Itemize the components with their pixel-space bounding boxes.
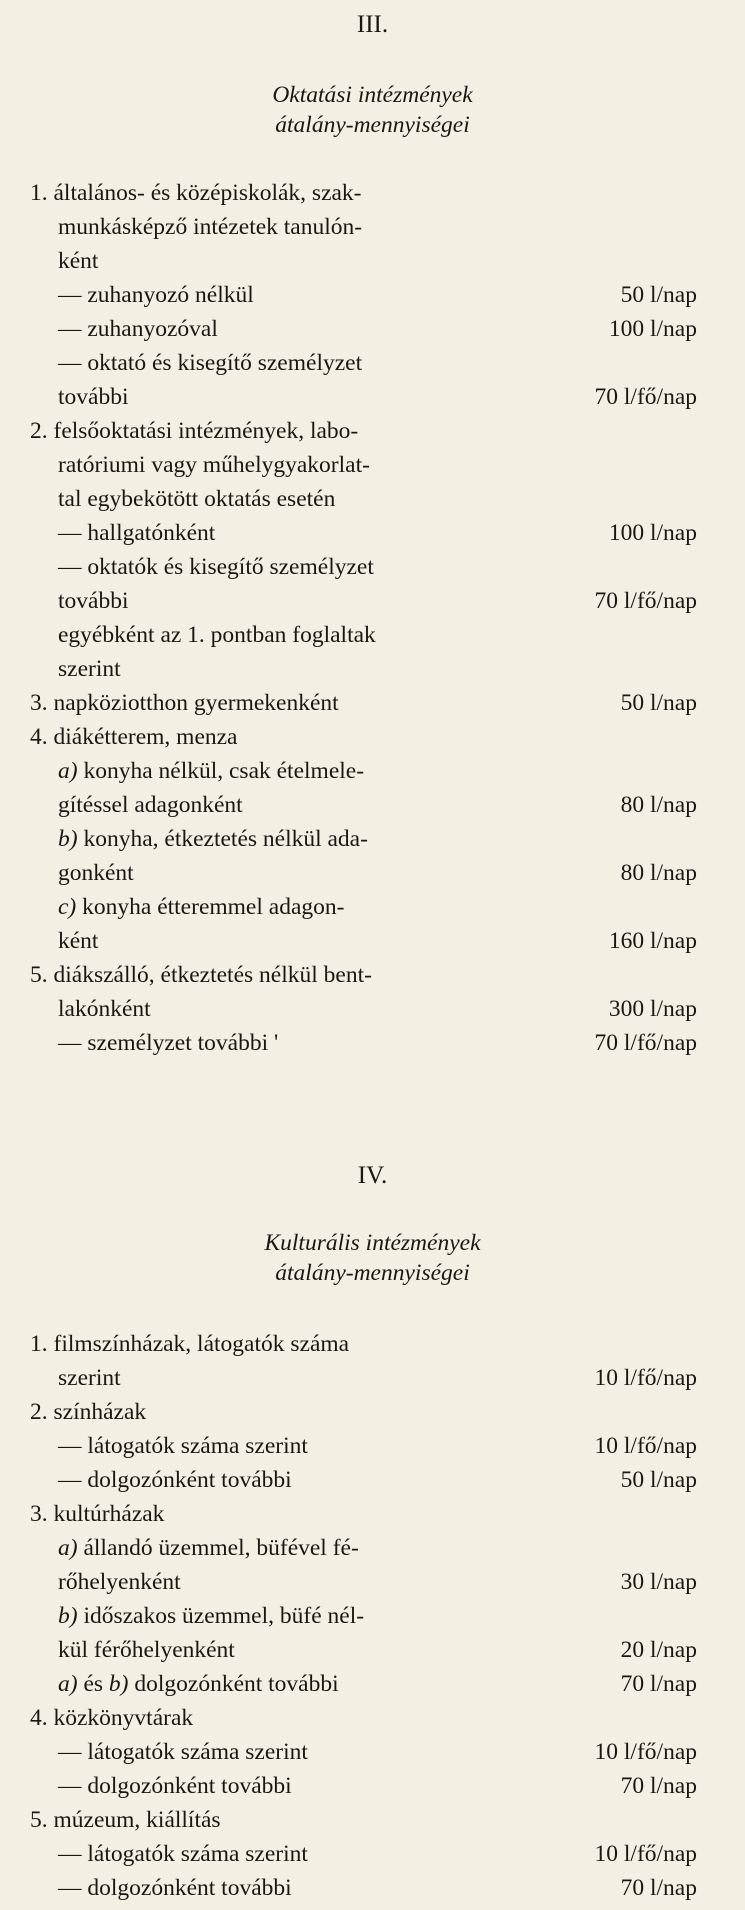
section-3-title-line-2: átalány-mennyiségei xyxy=(275,112,470,138)
marker-b: b) xyxy=(58,1603,78,1629)
s4-line: b) időszakos üzemmel, büfé nél- xyxy=(58,1603,365,1629)
s4-value: 70 l/nap xyxy=(620,1773,697,1799)
s3-line: 4. diákétterem, menza xyxy=(30,724,238,750)
s3-line: — oktató és kisegítő személyzet xyxy=(58,350,363,376)
s3-value: 160 l/nap xyxy=(608,928,697,954)
marker-a: a) xyxy=(58,1671,78,1697)
s4-value: 20 l/nap xyxy=(620,1637,697,1663)
s3-line: — zuhanyozóval xyxy=(58,316,218,342)
s4-line: 1. filmszínházak, látogatók száma xyxy=(30,1331,350,1357)
marker-a: a) xyxy=(58,758,78,784)
s3-line: b) konyha, étkeztetés nélkül ada- xyxy=(58,826,368,852)
s3-value: 80 l/nap xyxy=(620,860,697,886)
marker-c: c) xyxy=(58,894,77,920)
s3-value: 300 l/nap xyxy=(608,996,697,1022)
s4-value: 70 l/nap xyxy=(620,1875,697,1901)
marker-b: b) xyxy=(58,826,78,852)
s4-line: 5. múzeum, kiállítás xyxy=(30,1807,221,1833)
s4-line: kül férőhelyenként xyxy=(58,1637,235,1663)
s3-line: 3. napköziotthon gyermekenként xyxy=(30,690,339,716)
s4-value: 10 l/fő/nap xyxy=(594,1433,697,1459)
s4-line: — dolgozónként további xyxy=(58,1467,292,1493)
marker-b: b) xyxy=(108,1671,129,1697)
s3-line: ként xyxy=(58,248,99,274)
s4-line: — látogatók száma szerint xyxy=(58,1433,308,1459)
section-4-title-line-2: átalány-mennyiségei xyxy=(275,1260,470,1286)
s3-value: 100 l/nap xyxy=(608,316,697,342)
section-4-title-line-1: Kulturális intézmények xyxy=(264,1230,481,1256)
s3-line: gonként xyxy=(58,860,134,886)
s3-line: — zuhanyozó nélkül xyxy=(58,282,254,308)
s3-line: szerint xyxy=(58,656,121,682)
s4-value: 10 l/fő/nap xyxy=(594,1739,697,1765)
s3-line: lakónként xyxy=(58,996,151,1022)
s3-line: ként xyxy=(58,928,99,954)
marker-a: a) xyxy=(58,1535,78,1561)
s4-line: — látogatók száma szerint xyxy=(58,1739,308,1765)
s3-value: 70 l/fő/nap xyxy=(594,384,697,410)
s3-line: 5. diákszálló, étkeztetés nélkül bent- xyxy=(30,962,372,988)
s3-line: — hallgatónként xyxy=(58,520,216,546)
section-3-numeral: III. xyxy=(356,11,389,38)
s3-value: 80 l/nap xyxy=(620,792,697,818)
s4-line: 2. színházak xyxy=(30,1399,147,1425)
section-3-title-line-1: Oktatási intézmények xyxy=(272,82,473,108)
s3-line: munkásképző intézetek tanulón- xyxy=(58,214,363,240)
s3-line: gítéssel adagonként xyxy=(58,792,243,818)
s3-line: — személyzet további ' xyxy=(58,1030,279,1056)
s3-line: ratóriumi vagy műhelygyakorlat- xyxy=(58,452,370,478)
s4-line: szerint xyxy=(58,1365,121,1391)
s3-value: 50 l/nap xyxy=(620,690,697,716)
s3-value: 100 l/nap xyxy=(608,520,697,546)
s4-value: 10 l/fő/nap xyxy=(594,1841,697,1867)
s3-line: egyébként az 1. pontban foglaltak xyxy=(58,622,376,648)
s3-line: c) konyha étteremmel adagon- xyxy=(58,894,345,920)
s3-line: tal egybekötött oktatás esetén xyxy=(58,486,336,512)
s3-value: 70 l/fő/nap xyxy=(594,588,697,614)
s4-line: — látogatók száma szerint xyxy=(58,1841,308,1867)
s4-value: 10 l/fő/nap xyxy=(594,1365,697,1391)
s4-line: — dolgozónként további xyxy=(58,1773,292,1799)
s3-line: 2. felsőoktatási intézmények, labo- xyxy=(30,418,359,444)
section-4-numeral: IV. xyxy=(357,1162,388,1189)
s3-value: 50 l/nap xyxy=(620,282,697,308)
s4-value: 70 l/nap xyxy=(620,1671,697,1697)
s4-line: a) és b) dolgozónként további xyxy=(58,1671,339,1697)
s3-line: a) konyha nélkül, csak ételmele- xyxy=(58,758,365,784)
s3-line: további xyxy=(58,588,129,614)
s4-value: 30 l/nap xyxy=(620,1569,697,1595)
s3-line: 1. általános- és középiskolák, szak- xyxy=(30,180,362,206)
s4-value: 50 l/nap xyxy=(620,1467,697,1493)
s3-value: 70 l/fő/nap xyxy=(594,1030,697,1056)
s4-line: — dolgozónként további xyxy=(58,1875,292,1901)
s4-line: 3. kultúrházak xyxy=(30,1501,165,1527)
s4-line: rőhelyenként xyxy=(58,1569,181,1595)
s3-line: további xyxy=(58,384,129,410)
s4-line: a) állandó üzemmel, büfével fé- xyxy=(58,1535,359,1561)
s4-line: 4. közkönyvtárak xyxy=(30,1705,194,1731)
s3-line: — oktatók és kisegítő személyzet xyxy=(58,554,374,580)
